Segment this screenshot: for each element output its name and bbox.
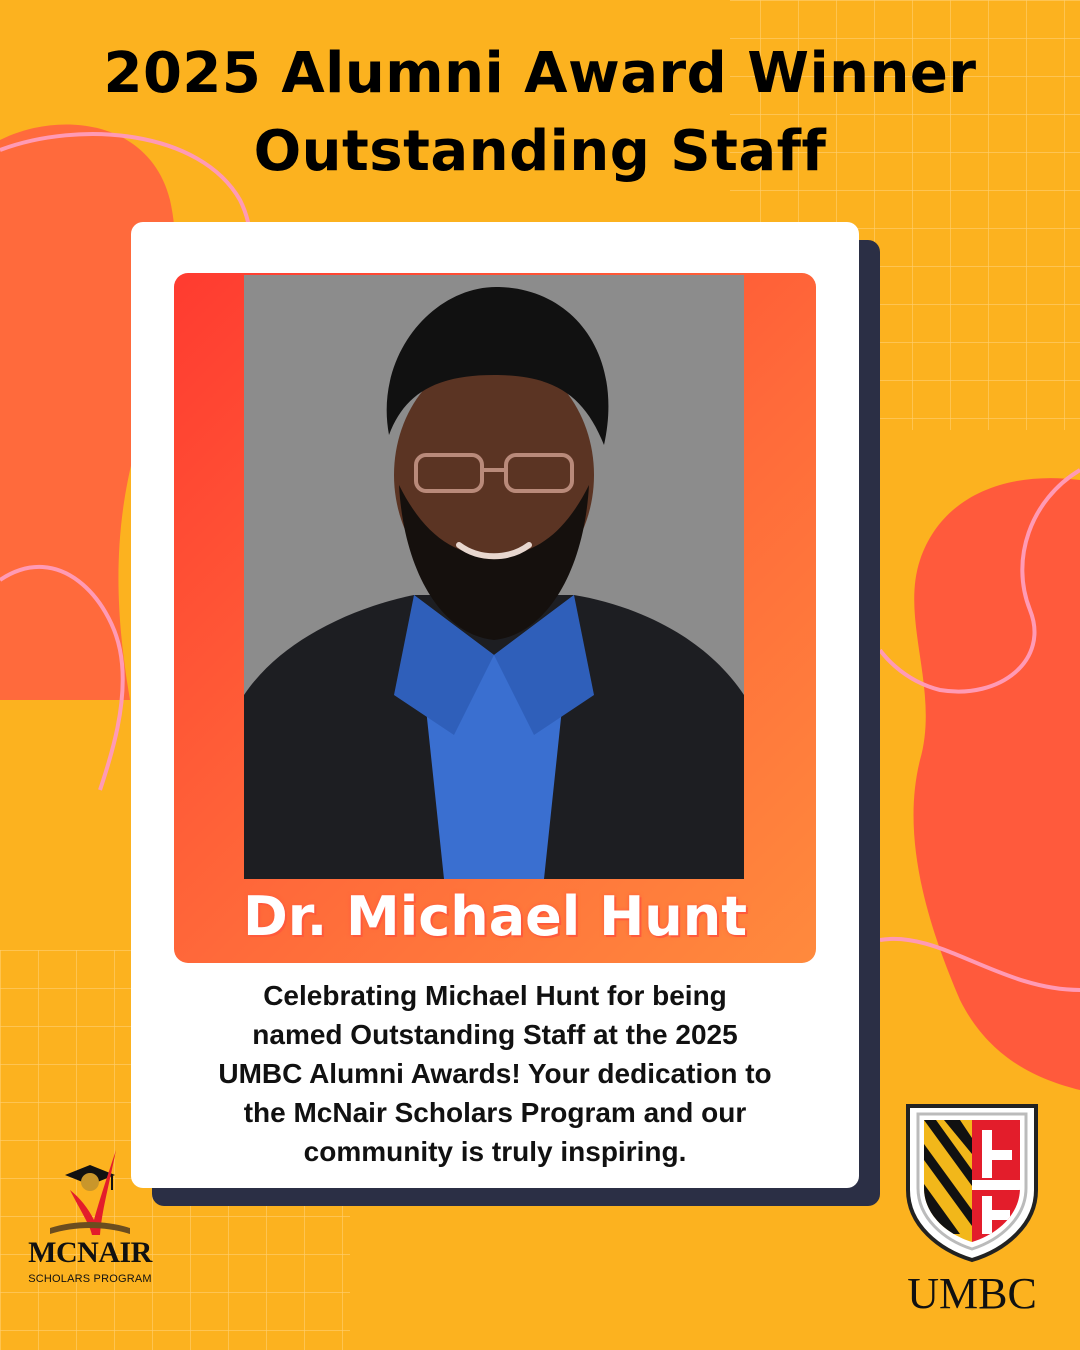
portrait-photo bbox=[244, 275, 744, 879]
caption-line-4: the McNair Scholars Program and our bbox=[243, 1097, 747, 1128]
caption-line-5: community is truly inspiring. bbox=[303, 1136, 687, 1167]
umbc-shield-icon bbox=[900, 1100, 1044, 1264]
mcnair-wordmark: MCNAIR bbox=[28, 1236, 152, 1269]
photo-frame bbox=[174, 273, 816, 963]
caption-line-2: named Outstanding Staff at the 2025 bbox=[252, 1019, 738, 1050]
mcnair-subtitle: SCHOLARS PROGRAM bbox=[28, 1273, 152, 1285]
caption-text bbox=[161, 976, 829, 1171]
mcnair-emblem-icon bbox=[20, 1150, 160, 1240]
caption-line-3: UMBC Alumni Awards! Your dedication to bbox=[218, 1058, 772, 1089]
umbc-wordmark: UMBC bbox=[907, 1269, 1037, 1318]
umbc-logo bbox=[900, 1100, 1044, 1320]
caption-line-1: Celebrating Michael Hunt for being bbox=[263, 980, 727, 1011]
portrait-illustration bbox=[244, 275, 744, 879]
winner-name: Dr. Michael Hunt bbox=[242, 885, 748, 948]
award-card bbox=[131, 222, 859, 1188]
title-line-1: 2025 Alumni Award Winner bbox=[103, 41, 977, 106]
title-line-2: Outstanding Staff bbox=[253, 119, 827, 184]
mcnair-logo bbox=[20, 1150, 160, 1295]
